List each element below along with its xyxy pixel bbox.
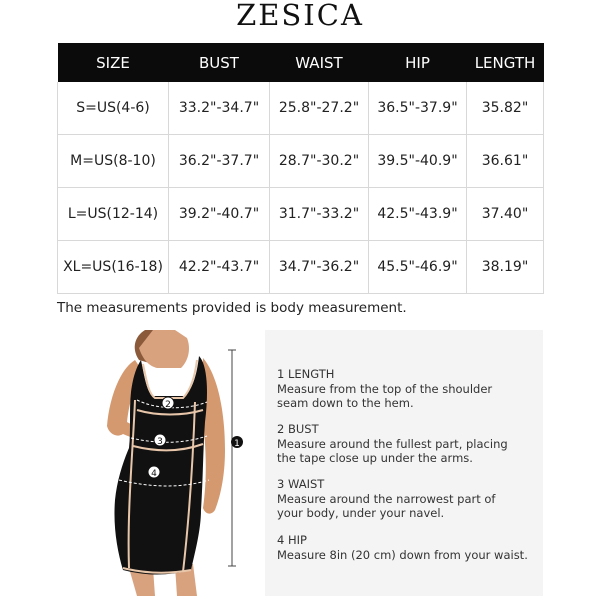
guide-item-text: the tape close up under the arms. <box>277 451 473 465</box>
brand-logo: ZESICA <box>236 0 364 32</box>
cell-length: 35.82" <box>467 82 544 135</box>
cell-size: M=US(8-10) <box>58 135 169 188</box>
marker-2-label: 2 <box>165 400 171 410</box>
guide-item-text: Measure around the fullest part, placing <box>277 436 508 451</box>
cell-waist: 34.7"-36.2" <box>270 241 369 294</box>
header-size: SIZE <box>58 43 169 82</box>
cell-size: XL=US(16-18) <box>58 241 169 294</box>
dress-model-figure <box>57 330 262 596</box>
guide-item-title: 4 HIP <box>277 533 307 547</box>
marker-3-label: 3 <box>157 437 163 447</box>
cell-hip: 42.5"-43.9" <box>369 188 467 241</box>
guide-item-hip <box>277 533 528 562</box>
guide-item-waist <box>277 477 495 521</box>
header-hip: HIP <box>369 43 467 82</box>
guide-item-text: Measure from the top of the shoulder <box>277 381 493 396</box>
table-row <box>58 188 544 241</box>
header-length: LENGTH <box>467 43 544 82</box>
cell-hip: 45.5"-46.9" <box>369 241 467 294</box>
measurement-note: The measurements provided is body measurement. <box>57 300 407 316</box>
guide-item-title: 1 LENGTH <box>277 367 335 381</box>
cell-length: 38.19" <box>467 241 544 294</box>
marker-1-label: 1 <box>234 439 240 449</box>
cell-hip: 36.5"-37.9" <box>369 82 467 135</box>
cell-hip: 39.5"-40.9" <box>369 135 467 188</box>
table-header-row <box>58 43 544 82</box>
table-row <box>58 82 544 135</box>
cell-length: 37.40" <box>467 188 544 241</box>
guide-item-title: 3 WAIST <box>277 477 325 491</box>
cell-size: L=US(12-14) <box>58 188 169 241</box>
guide-item-text: Measure around the narrowest part of <box>277 491 496 506</box>
cell-waist: 28.7"-30.2" <box>270 135 369 188</box>
cell-bust: 39.2"-40.7" <box>169 188 270 241</box>
guide-item-text: Measure 8in (20 cm) down from your waist. <box>277 547 528 562</box>
cell-bust: 42.2"-43.7" <box>169 241 270 294</box>
dress-illustration <box>57 330 262 596</box>
size-chart-table <box>57 43 544 294</box>
header-waist: WAIST <box>270 43 369 82</box>
measurement-guide-panel <box>265 330 543 596</box>
guide-item-bust <box>277 422 508 466</box>
table-row <box>58 135 544 188</box>
cell-length: 36.61" <box>467 135 544 188</box>
cell-bust: 33.2"-34.7" <box>169 82 270 135</box>
guide-item-length <box>277 367 492 411</box>
guide-item-title: 2 BUST <box>277 422 319 436</box>
cell-bust: 36.2"-37.7" <box>169 135 270 188</box>
cell-size: S=US(4-6) <box>58 82 169 135</box>
cell-waist: 31.7"-33.2" <box>270 188 369 241</box>
marker-4-label: 4 <box>151 469 157 479</box>
guide-item-text: your body, under your navel. <box>277 506 445 520</box>
table-row <box>58 241 544 294</box>
guide-item-text: seam down to the hem. <box>277 396 414 410</box>
cell-waist: 25.8"-27.2" <box>270 82 369 135</box>
header-bust: BUST <box>169 43 270 82</box>
